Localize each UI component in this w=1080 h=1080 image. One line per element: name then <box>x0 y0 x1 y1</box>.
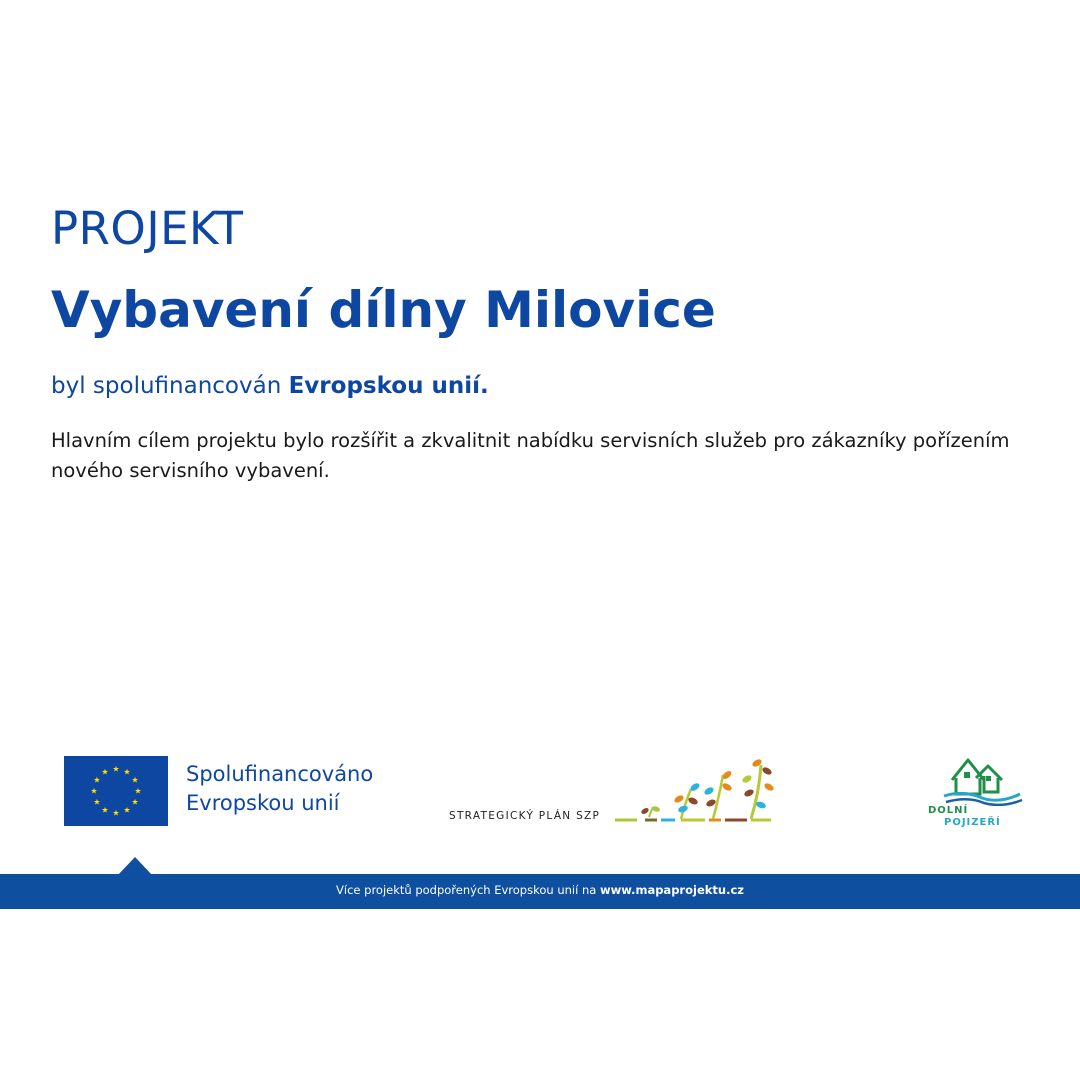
dolni-pojizeri-logo <box>924 754 1029 834</box>
project-title: Vybavení dílny Milovice <box>51 281 716 339</box>
eu-flag-icon <box>64 756 168 826</box>
dolni-pojizeri-word2: POJIZEŘÍ <box>944 817 1001 828</box>
project-label: PROJEKT <box>51 202 244 255</box>
eu-text-line2: Evropskou unií <box>186 791 340 815</box>
houses-river-icon <box>924 754 1029 806</box>
footer-tab-notch <box>118 857 152 875</box>
footer-text-prefix: Více projektů podpořených Evropskou unií na <box>336 883 600 897</box>
szp-logo <box>449 757 789 832</box>
szp-text: STRATEGICKÝ PLÁN SZP <box>449 810 601 822</box>
footer-link[interactable]: www.mapaprojektu.cz <box>599 883 744 897</box>
project-description: Hlavním cílem projektu bylo rozšířit a zkvalitnit nabídku servisních služeb pro zákazníky pořízením nového servisního vybavení. <box>51 429 1010 482</box>
dolni-pojizeri-word1: DOLNÍ <box>928 805 969 816</box>
footer-bar <box>0 874 1080 909</box>
sprouting-plants-icon <box>609 757 789 832</box>
eu-cofunded-text <box>186 760 373 818</box>
cofund-bold: Evropskou unií. <box>288 373 489 399</box>
eu-text-line1: Spolufinancováno <box>186 762 374 786</box>
cofund-statement <box>51 370 489 402</box>
footer-text <box>0 883 1080 897</box>
cofund-prefix: byl spolufinancován <box>51 373 289 399</box>
